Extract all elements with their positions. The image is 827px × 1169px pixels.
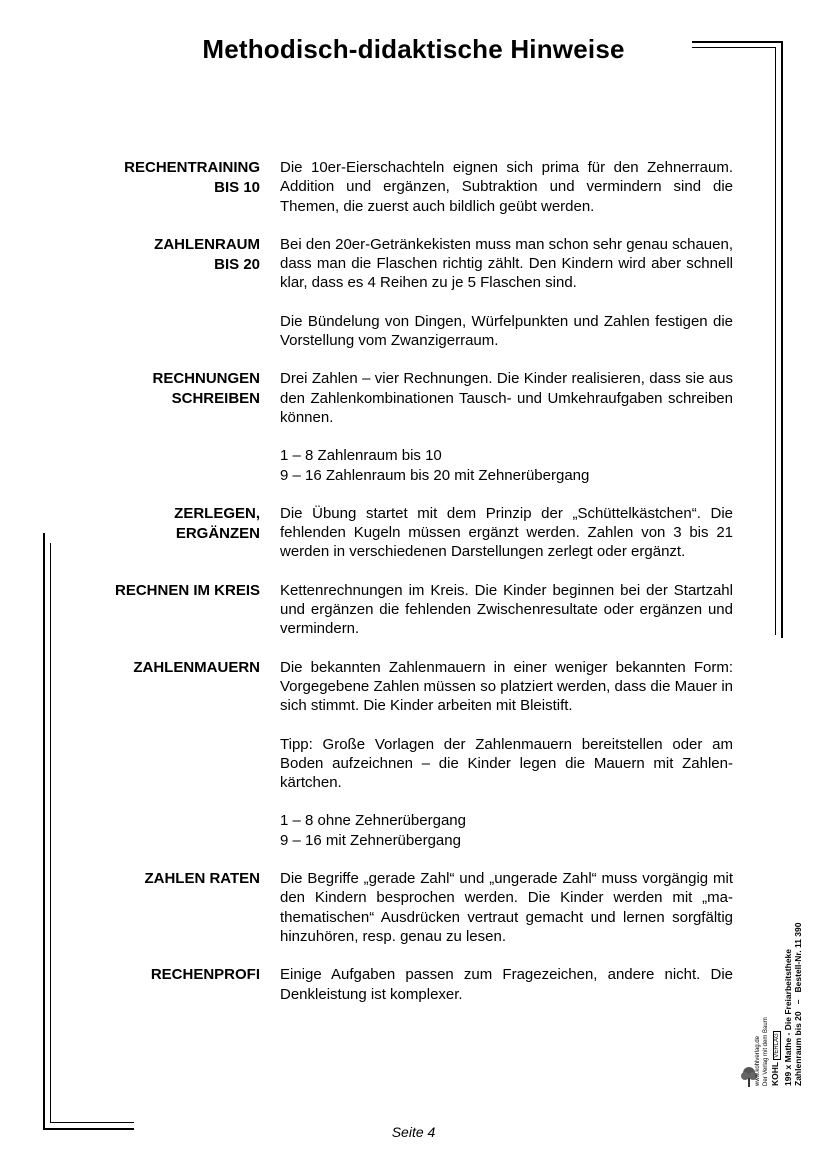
imprint-title: 199 x Mathe - Die Freiarbeitstheke [783, 948, 793, 1086]
section-body [280, 658, 733, 850]
section [0, 235, 827, 350]
section [0, 369, 827, 484]
imprint-order-number: Zahlenraum bis 20 – Bestell-Nr. 11 390 [793, 922, 803, 1086]
section-label [60, 965, 260, 985]
frame-line-bottom-inner [50, 1122, 134, 1123]
section [0, 869, 827, 946]
imprint-publisher [770, 923, 781, 1086]
section-body [280, 504, 733, 562]
section-paragraph: Drei Zahlen – vier Rechnungen. Die Kinder realisieren, dass sie aus den Zahlenkombinationen Tausch- und Umkehraufgaben schreiben können. [280, 370, 733, 426]
imprint-tagline: Der Verlag mit dem Baum [763, 1017, 769, 1086]
section-paragraph: Bei den 20er-Getränkekisten muss man schon sehr genau schauen, dass man die Flaschen richtig zählt. Den Kindern wird aber schnell klar, dass es 4 Reihen zu je 5 Flaschen sind. [280, 235, 733, 292]
section-label-line: SCHREIBEN [171, 390, 260, 408]
section-paragraph: Tipp: Große Vorlagen der Zahlenmauern bereitstellen oder am Boden aufzeichnen – die Kinder legen die Mauern mit Zahlenkärtchen. [280, 735, 733, 792]
section-paragraph: Kettenrechnungen im Kreis. Die Kinder beginnen bei der Startzahl und ergänzen die fehlenden Zwischenresultate oder ergänzen und vermindern. [280, 581, 733, 638]
page-number: Seite 4 [391, 1124, 436, 1140]
section-body [280, 869, 733, 946]
section-body [280, 158, 733, 216]
imprint-website: www.kohlverlag.de [755, 1035, 761, 1086]
section-range-list [280, 811, 733, 850]
section-label [60, 869, 260, 889]
section-label-line: RECHENPROFI [150, 966, 260, 984]
section-paragraph: Die Übung startet mit dem Prinzip der „Schüttelkästchen“. Die fehlenden Kugeln müssen ergänzt werden. Zahlen von 3 bis 21 werden in verschiedenen Darstellungen zerlegt oder ergänzt. [280, 504, 733, 561]
section [0, 504, 827, 562]
section [0, 658, 827, 850]
section-label-line: BIS 20 [214, 255, 260, 273]
section-range-line: 9 – 16 Zahlenraum bis 20 mit Zehnerübergang [280, 466, 590, 484]
publisher-imprint [754, 923, 803, 1086]
section-range-line: 9 – 16 mit Zehnerübergang [280, 831, 461, 849]
section-range-line: 1 – 8 Zahlenraum bis 10 [280, 447, 442, 465]
section-label-line: ZAHLENRAUM [154, 235, 260, 253]
section [0, 158, 827, 216]
sections-list [0, 158, 827, 1023]
section-label-line: ZERLEGEN, [174, 504, 260, 522]
section-range-line: 1 – 8 ohne Zehnerübergang [280, 812, 466, 830]
section-range-list [280, 446, 733, 485]
section-label-line: ZAHLENMAUERN [133, 658, 260, 676]
imprint-publisher-name: KOHL [770, 1062, 780, 1086]
page-title: Methodisch-didaktische Hinweise [202, 34, 625, 64]
section [0, 965, 827, 1004]
section [0, 581, 827, 639]
section-label-line: ZAHLEN RATEN [144, 870, 260, 888]
section-paragraph: Die bekannten Zahlenmauern in einer weniger bekannten Form: Vorgegebene Zahlen müssen so platziert werden, dass die Mauer in sich stimmt. Die Kinder arbeiten mit Bleistift. [280, 658, 733, 715]
section-label [60, 235, 260, 275]
section-label [60, 369, 260, 409]
section-body [280, 235, 733, 350]
section-label-line: RECHENTRAINING [124, 159, 260, 176]
section-paragraph: Einige Aufgaben passen zum Fragezeichen, andere nicht. Die Denkleistung ist komplexer. [280, 966, 733, 1003]
section-label [60, 158, 260, 198]
section-label-line: RECHNUNGEN [152, 370, 260, 388]
section-label-line: RECHNEN IM KREIS [114, 581, 260, 599]
section-body [280, 581, 733, 639]
section-body [280, 369, 733, 484]
section-label-line: BIS 10 [214, 179, 260, 196]
frame-line-top-outer [692, 41, 783, 43]
section-body [280, 965, 733, 1004]
section-paragraph: Die 10er-Eierschachteln eignen sich prima für den Zehnerraum. Addition und ergänzen, Subtraktion und vermindern sind die Themen, die zuerst auch bildlich geübt werden. [280, 159, 733, 215]
imprint-publisher-sub: VERLAG [774, 1033, 780, 1058]
section-label [60, 658, 260, 678]
section-label [60, 581, 260, 601]
section-paragraph: Die Bündelung von Dingen, Würfelpunkten und Zahlen festigen die Vorstellung vom Zwanzigerraum. [280, 312, 733, 350]
frame-line-top-inner [692, 47, 776, 48]
section-label-line: ERGÄNZEN [175, 524, 260, 542]
section-label [60, 504, 260, 544]
section-paragraph: Die Begriffe „gerade Zahl“ und „ungerade Zahl“ muss vorgängig mit den Kindern besprochen werden. Die Kinder werden mit „mathematischen“ Ausdrücken vertraut gemacht und lernen sorgfältig hinzuhören, resp. genau zu lesen. [280, 870, 733, 945]
